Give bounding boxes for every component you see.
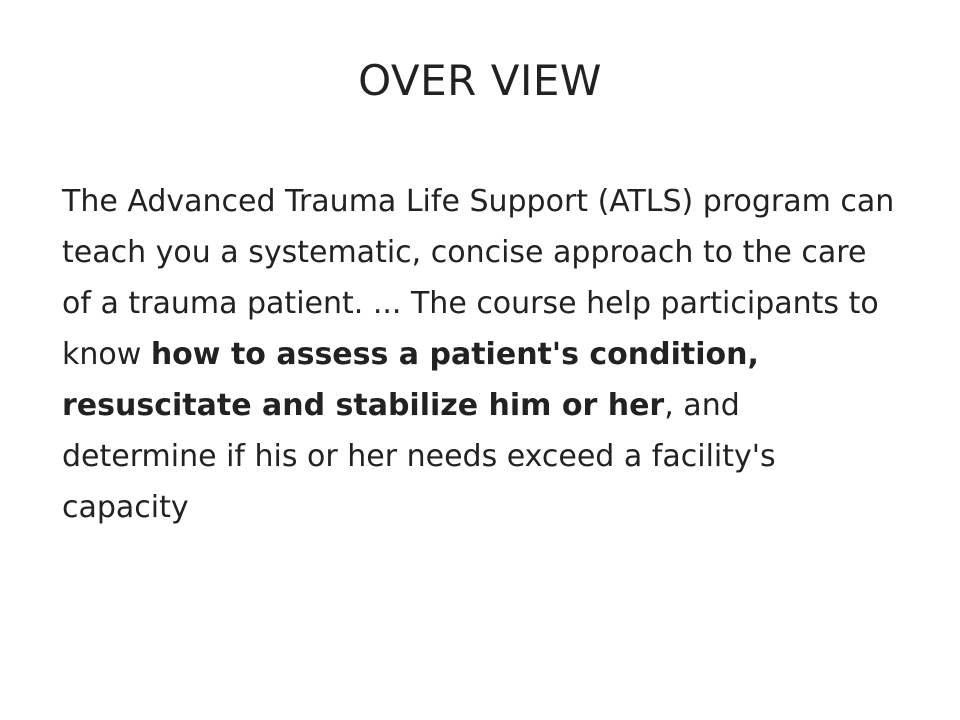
body-text-intro: The Advanced Trauma Life Support (ATLS) program can teach you a systematic, concise approach to the care of a trauma patient. ... The course help participants to know [62, 184, 895, 372]
slide-title: OVER VIEW [358, 56, 602, 105]
body-text-emphasis: how to assess a patient's condition, resuscitate and stabilize him or her [62, 337, 759, 423]
body-text-ending: , and determine if his or her needs exceed a facility's capacity [62, 388, 776, 525]
slide-body-paragraph [62, 176, 902, 533]
